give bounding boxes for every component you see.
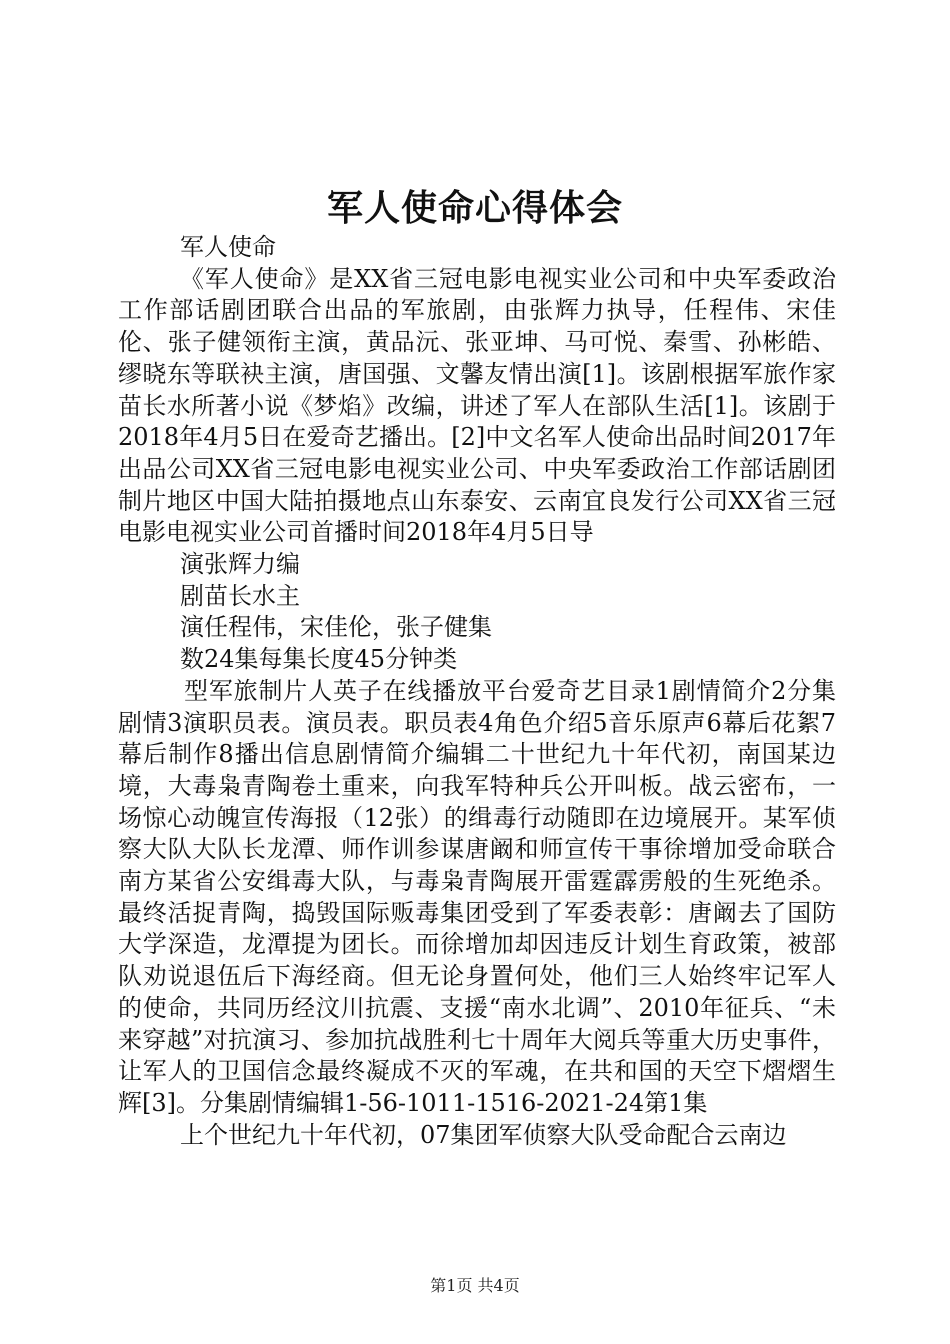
paragraph-cast: 演任程伟，宋佳伦，张子健集 [180,613,492,642]
paragraph-intro: 《军人使命》是XX省三冠电影电视实业公司和中央军委政治工作部话剧团联合出品的军旅剧，由张辉力执导，任程伟、宋佳伦、张子健领衔主演，黄品沅、张亚坤、马可悦、秦雪、孙彬皓、缪晓东等联袂主演，唐国强、文馨友情出演[1]。该剧根据军旅作家苗长水所著小说《梦焰》改编，讲述了军人在部队生活[1]。该剧于2018年4月5日在爱奇艺播出。[2]中文名军人使命出品时间2017年出品公司XX省三冠电影电视实业公司、中央军委政治工作部话剧团制片地区中国大陆拍摄地点山东泰安、云南宜良发行公司XX省三冠电影电视实业公司首播时间2018年4月5日导 [118,264,836,547]
paragraph-synopsis: 型军旅制片人英子在线播放平台爱奇艺目录1剧情简介2分集剧情3演职员表。演员表。职员表4角色介绍5音乐原声6幕后花絮7幕后制作8播出信息剧情简介编辑二十世纪九十年代初，南国某边境，大毒枭青陶卷土重来，向我军特种兵公开叫板。战云密布，一场惊心动魄宣传海报（12张）的缉毒行动随即在边境展开。某军侦察大队大队长龙潭、师作训参谋唐阚和师宣传干事徐增加受命联合南方某省公安缉毒大队，与毒枭青陶展开雷霆霹雳般的生死绝杀。最终活捉青陶，捣毁国际贩毒集团受到了军委表彰：唐阚去了国防大学深造，龙潭提为团长。而徐增加却因违反计划生育政策，被部队劝说退伍后下海经商。但无论身置何处，他们三人始终牢记军人的使命，共同历经汶川抗震、支援“南水北调”、2010年征兵、“未来穿越”对抗演习、参加抗战胜利七十周年大阅兵等重大历史事件，让军人的卫国信念最终凝成不灭的军魂，在共和国的天空下熠熠生辉[3]。分集剧情编辑1-56-1011-1516-2021-24第1集 [118,676,836,1117]
document-title: 军人使命心得体会 [326,187,623,229]
document-body [118,232,836,1151]
paragraph-writer: 剧苗长水主 [180,581,300,610]
page-footer: 第1页 共4页 [430,1276,520,1295]
paragraph-episodes: 数24集每集长度45分钟类 [180,645,458,674]
paragraph-director: 演张辉力编 [180,550,300,579]
paragraph-episode-1: 上个世纪九十年代初，07集团军侦察大队受命配合云南边 [180,1120,787,1149]
paragraph-heading: 军人使命 [180,233,276,261]
